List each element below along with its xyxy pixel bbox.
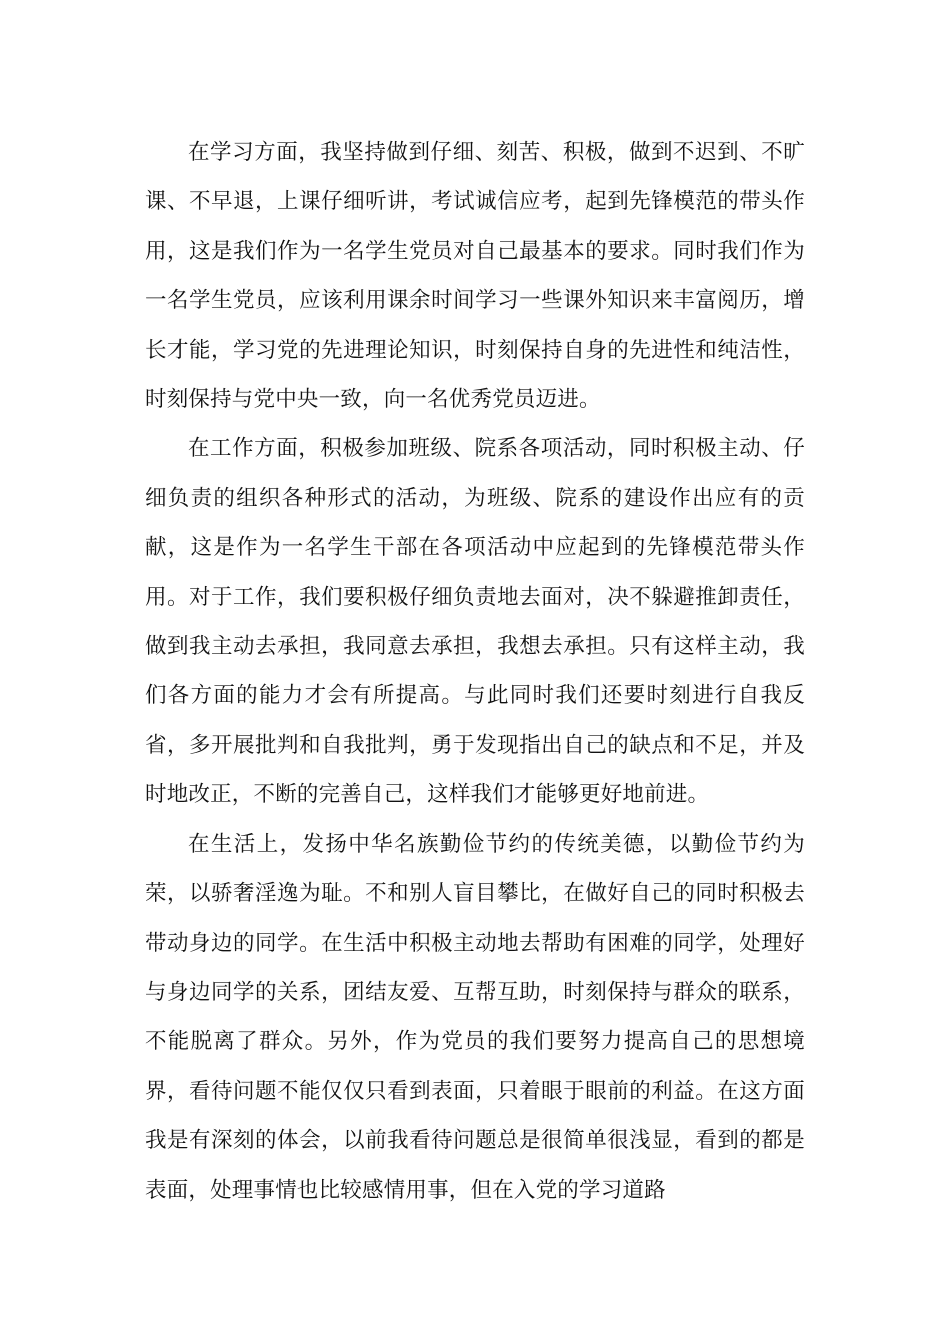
paragraph-work: 在工作方面，积极参加班级、院系各项活动，同时积极主动、仔细负责的组织各种形式的活动，为班级、院系的建设作出应有的贡献，这是作为一名学生干部在各项活动中应起到的先锋模范带头作用。对于工作，我们要积极仔细负责地去面对，决不躲避推卸责任，做到我主动去承担，我同意去承担，我想去承担。只有这样主动，我们各方面的能力才会有所提高。与此同时我们还要时刻进行自我反省，多开展批判和自我批判，勇于发现指出自己的缺点和不足，并及时地改正，不断的完善自己，这样我们才能够更好地前进。 [145, 436, 805, 808]
document-body [145, 128, 805, 1215]
paragraph-study: 在学习方面，我坚持做到仔细、刻苦、积极，做到不迟到、不旷课、不早退，上课仔细听讲，考试诚信应考，起到先锋模范的带头作用，这是我们作为一名学生党员对自己最基本的要求。同时我们作为一名学生党员，应该利用课余时间学习一些课外知识来丰富阅历，增长才能，学习党的先进理论知识，时刻保持自身的先进性和纯洁性，时刻保持与党中央一致，向一名优秀党员迈进。 [145, 140, 805, 413]
paragraph-life: 在生活上，发扬中华名族勤俭节约的传统美德，以勤俭节约为荣，以骄奢淫逸为耻。不和别人盲目攀比，在做好自己的同时积极去带动身边的同学。在生活中积极主动地去帮助有困难的同学，处理好与身边同学的关系，团结友爱、互帮互助，时刻保持与群众的联系，不能脱离了群众。另外，作为党员的我们要努力提高自己的思想境界，看待问题不能仅仅只看到表面，只着眼于眼前的利益。在这方面我是有深刻的体会，以前我看待问题总是很简单很浅显，看到的都是表面，处理事情也比较感情用事，但在入党的学习道路 [145, 831, 805, 1203]
